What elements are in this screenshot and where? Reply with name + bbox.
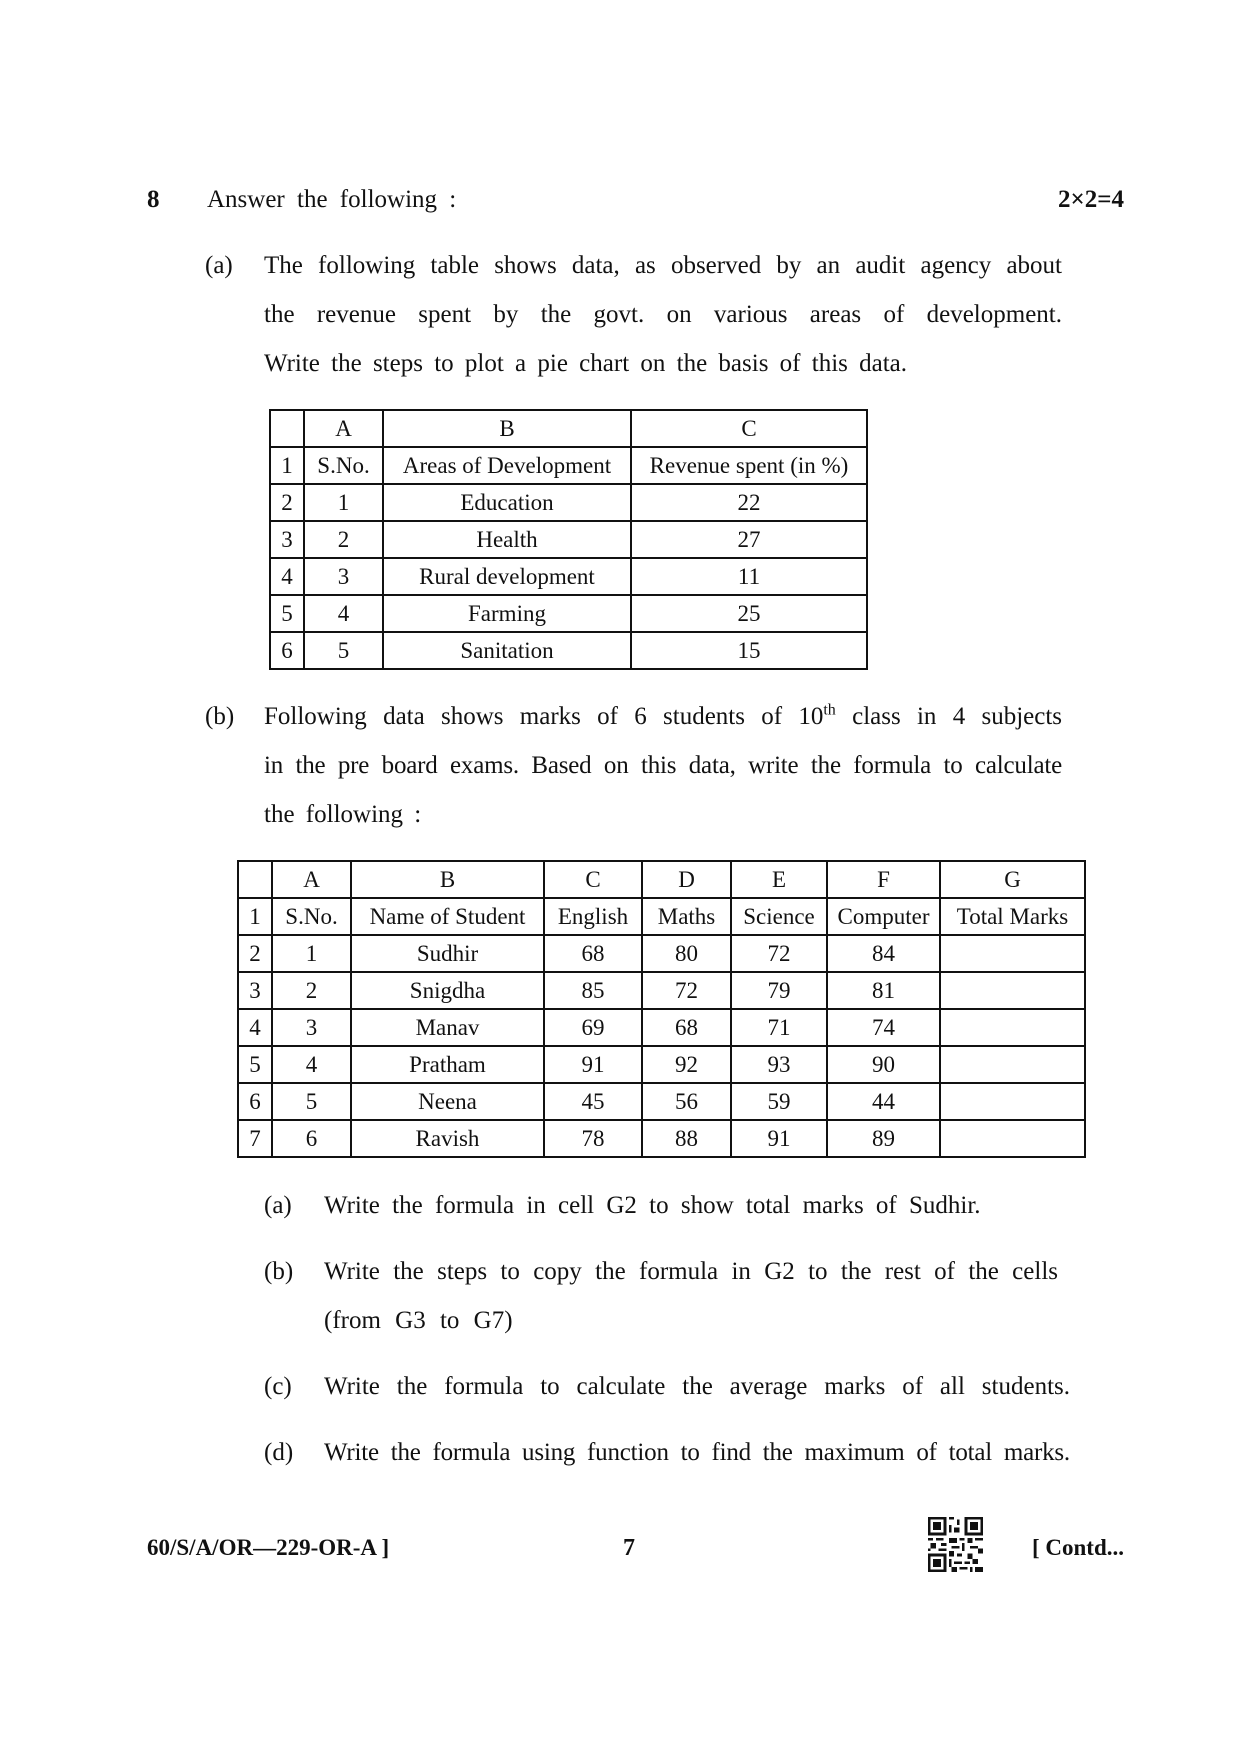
revenue-table-cell: Education bbox=[383, 484, 631, 521]
marks-table-cell bbox=[940, 935, 1085, 972]
marks-table-cell: 2 bbox=[272, 972, 351, 1009]
revenue-table-cell: 2 bbox=[304, 521, 383, 558]
marks-table-cell: 88 bbox=[642, 1120, 731, 1157]
marks-table-cell: Manav bbox=[351, 1009, 544, 1046]
marks-table-row bbox=[238, 898, 1085, 935]
marks-table-cell: S.No. bbox=[272, 898, 351, 935]
marks-table-cell: 72 bbox=[642, 972, 731, 1009]
marks-table-cell: 3 bbox=[272, 1009, 351, 1046]
marks-table-cell: 90 bbox=[827, 1046, 940, 1083]
revenue-table-column-letters bbox=[270, 410, 867, 447]
part-b-line-1-post: class in 4 subjects bbox=[852, 703, 1063, 730]
revenue-table-cell: 11 bbox=[631, 558, 867, 595]
marks-table-column-letter: F bbox=[827, 861, 940, 898]
part-a-line-3: Write the steps to plot a pie chart on the basis of this data. bbox=[264, 350, 908, 377]
subq-a-text bbox=[324, 1181, 1064, 1230]
marks-table-row-number: 6 bbox=[238, 1083, 272, 1120]
marks-table-cell: 79 bbox=[731, 972, 827, 1009]
marks-table-cell bbox=[940, 1046, 1085, 1083]
revenue-table-cell: Rural development bbox=[383, 558, 631, 595]
revenue-table-column-letter: A bbox=[304, 410, 383, 447]
marks-table-cell: 93 bbox=[731, 1046, 827, 1083]
marks-table-cell: Science bbox=[731, 898, 827, 935]
marks-table-cell bbox=[940, 1009, 1085, 1046]
revenue-table-column-letter: C bbox=[631, 410, 867, 447]
revenue-table-row-number: 3 bbox=[270, 521, 304, 558]
marks-table-cell: Neena bbox=[351, 1083, 544, 1120]
subq-d-text bbox=[324, 1428, 1070, 1477]
marks-table-cell: 89 bbox=[827, 1120, 940, 1157]
marks-table-cell bbox=[940, 1083, 1085, 1120]
marks-table-cell: 1 bbox=[272, 935, 351, 972]
superscript-th: th bbox=[823, 701, 836, 719]
marks-table-cell: 69 bbox=[544, 1009, 642, 1046]
marks-table-row-number: 2 bbox=[238, 935, 272, 972]
marks-table-cell: 92 bbox=[642, 1046, 731, 1083]
revenue-table-row bbox=[270, 558, 867, 595]
marks-table-cell bbox=[940, 972, 1085, 1009]
marks-table-row bbox=[238, 1009, 1085, 1046]
marks-table-cell: 5 bbox=[272, 1083, 351, 1120]
marks-table-cell: 6 bbox=[272, 1120, 351, 1157]
marks-table-row-number: 3 bbox=[238, 972, 272, 1009]
marks-table-cell: 72 bbox=[731, 935, 827, 972]
revenue-table-row bbox=[270, 521, 867, 558]
revenue-table-cell: Health bbox=[383, 521, 631, 558]
marks-table-row bbox=[238, 1120, 1085, 1157]
marks-table-cell: Sudhir bbox=[351, 935, 544, 972]
subq-d-label: (d) bbox=[264, 1439, 294, 1466]
revenue-table-row bbox=[270, 632, 867, 669]
part-a-line-1: The following table shows data, as observed by an audit agency about bbox=[264, 252, 1062, 279]
marks-table-cell: 80 bbox=[642, 935, 731, 972]
marks-table-cell: Maths bbox=[642, 898, 731, 935]
marks-table-row-number: 5 bbox=[238, 1046, 272, 1083]
subq-b-text bbox=[324, 1247, 1058, 1345]
marks-table-cell: 91 bbox=[731, 1120, 827, 1157]
revenue-table-cell: Areas of Development bbox=[383, 447, 631, 484]
revenue-table-cell: Sanitation bbox=[383, 632, 631, 669]
marks-table-cell: 71 bbox=[731, 1009, 827, 1046]
marks-table-cell: 68 bbox=[544, 935, 642, 972]
marks-table-row-number: 4 bbox=[238, 1009, 272, 1046]
marks-table-cell: 45 bbox=[544, 1083, 642, 1120]
revenue-table-cell: 27 bbox=[631, 521, 867, 558]
marks-table-row bbox=[238, 972, 1085, 1009]
revenue-table-row-number: 2 bbox=[270, 484, 304, 521]
marks-table-column-letter: E bbox=[731, 861, 827, 898]
subq-a-label: (a) bbox=[264, 1192, 292, 1219]
revenue-table-cell: 3 bbox=[304, 558, 383, 595]
question-number: 8 bbox=[147, 186, 160, 213]
marks-table-row-number: 7 bbox=[238, 1120, 272, 1157]
revenue-table-cell: 22 bbox=[631, 484, 867, 521]
marks-table-row bbox=[238, 1046, 1085, 1083]
revenue-table-row-number: 1 bbox=[270, 447, 304, 484]
continued-label: [ Contd... bbox=[1031, 1535, 1124, 1560]
revenue-table-cell: Revenue spent (in %) bbox=[631, 447, 867, 484]
marks-table-row bbox=[238, 1083, 1085, 1120]
subq-d-line-1: Write the formula using function to find the maximum of total marks. bbox=[324, 1439, 1070, 1466]
part-b-text bbox=[264, 692, 1062, 839]
marks-table-cell: 68 bbox=[642, 1009, 731, 1046]
part-a-label: (a) bbox=[205, 252, 233, 279]
subq-a-line-1: Write the formula in cell G2 to show total marks of Sudhir. bbox=[324, 1192, 981, 1219]
question-text: Answer the following : bbox=[207, 186, 457, 213]
part-a-text bbox=[264, 241, 1062, 388]
marks-table-cell: 74 bbox=[827, 1009, 940, 1046]
part-b-label: (b) bbox=[205, 703, 235, 730]
marks-table-row-number: 1 bbox=[238, 898, 272, 935]
marks-table-cell: 84 bbox=[827, 935, 940, 972]
marks-table-cell: 91 bbox=[544, 1046, 642, 1083]
marks-table-cell: 4 bbox=[272, 1046, 351, 1083]
marks-table bbox=[237, 860, 1086, 1158]
revenue-table-row-number: 4 bbox=[270, 558, 304, 595]
revenue-table-row bbox=[270, 447, 867, 484]
revenue-table-body bbox=[270, 410, 867, 669]
page-number: 7 bbox=[623, 1535, 635, 1561]
revenue-table-cell: 25 bbox=[631, 595, 867, 632]
marks-table-cell: 85 bbox=[544, 972, 642, 1009]
marks-table-cell: 44 bbox=[827, 1083, 940, 1120]
marks-table-cell: English bbox=[544, 898, 642, 935]
question-marks: 2×2=4 bbox=[1058, 186, 1124, 213]
part-b-line-2: in the pre board exams. Based on this data, write the formula to calculate bbox=[264, 752, 1062, 779]
marks-table-cell: Snigdha bbox=[351, 972, 544, 1009]
marks-table-cell: 56 bbox=[642, 1083, 731, 1120]
part-b-line-1 bbox=[264, 692, 1062, 741]
marks-table-column-letters bbox=[238, 861, 1085, 898]
revenue-table-cell: S.No. bbox=[304, 447, 383, 484]
marks-table-column-letter bbox=[238, 861, 272, 898]
part-a-line-2: the revenue spent by the govt. on various areas of development. bbox=[264, 301, 1062, 328]
marks-table-column-letter: C bbox=[544, 861, 642, 898]
marks-table-cell: Ravish bbox=[351, 1120, 544, 1157]
marks-table-row bbox=[238, 935, 1085, 972]
marks-table-cell: Total Marks bbox=[940, 898, 1085, 935]
marks-table-cell: 81 bbox=[827, 972, 940, 1009]
marks-table-column-letter: D bbox=[642, 861, 731, 898]
revenue-table-row bbox=[270, 595, 867, 632]
revenue-table-row-number: 6 bbox=[270, 632, 304, 669]
marks-table-cell: Name of Student bbox=[351, 898, 544, 935]
marks-table-cell: 59 bbox=[731, 1083, 827, 1120]
revenue-table-cell: 15 bbox=[631, 632, 867, 669]
revenue-table-cell: 5 bbox=[304, 632, 383, 669]
marks-table-body bbox=[238, 861, 1085, 1157]
part-b-line-1-pre: Following data shows marks of 6 students of 10 bbox=[264, 703, 824, 730]
subq-c-line-1: Write the formula to calculate the average marks of all students. bbox=[324, 1373, 1070, 1400]
part-b-line-3: the following : bbox=[264, 801, 422, 828]
qr-code-icon bbox=[928, 1517, 983, 1572]
subq-b-label: (b) bbox=[264, 1258, 294, 1285]
subq-b-line-1: Write the steps to copy the formula in G2 to the rest of the cells bbox=[324, 1258, 1058, 1285]
marks-table-cell: Computer bbox=[827, 898, 940, 935]
subq-c-text bbox=[324, 1362, 1070, 1411]
subq-b-line-2: (from G3 to G7) bbox=[324, 1307, 513, 1334]
revenue-table-cell: 1 bbox=[304, 484, 383, 521]
revenue-table-column-letter: B bbox=[383, 410, 631, 447]
marks-table-column-letter: G bbox=[940, 861, 1085, 898]
paper-code: 60/S/A/OR—229-OR-A ] bbox=[147, 1535, 390, 1560]
revenue-table-cell: Farming bbox=[383, 595, 631, 632]
revenue-table-cell: 4 bbox=[304, 595, 383, 632]
subq-c-label: (c) bbox=[264, 1373, 292, 1400]
marks-table-cell: 78 bbox=[544, 1120, 642, 1157]
revenue-table-row-number: 5 bbox=[270, 595, 304, 632]
marks-table-column-letter: B bbox=[351, 861, 544, 898]
marks-table-cell bbox=[940, 1120, 1085, 1157]
revenue-table bbox=[269, 409, 868, 670]
marks-table-cell: Pratham bbox=[351, 1046, 544, 1083]
revenue-table-row bbox=[270, 484, 867, 521]
marks-table-column-letter: A bbox=[272, 861, 351, 898]
revenue-table-column-letter bbox=[270, 410, 304, 447]
